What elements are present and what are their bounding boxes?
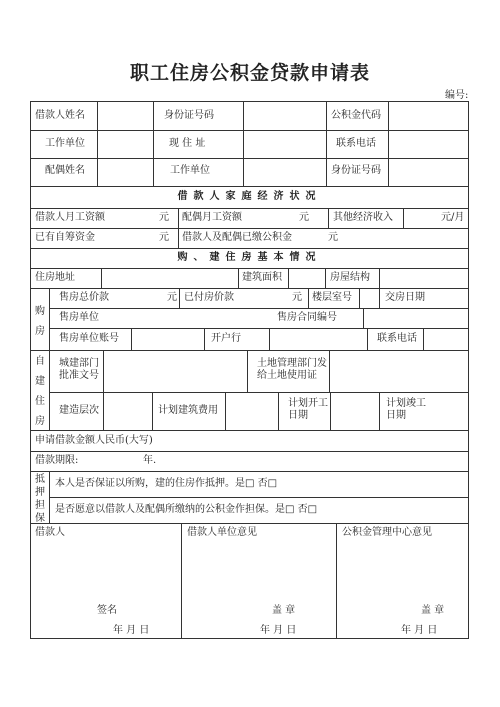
- label-spouse-wage: 配偶月工资额: [182, 212, 242, 223]
- col-divider: [225, 392, 226, 430]
- label-handover-date: 交房日期: [385, 292, 425, 303]
- label-paid-price: 已付房价款: [184, 292, 234, 303]
- unit-yuan: 元: [299, 212, 309, 223]
- unit-yuan: 元: [159, 212, 169, 223]
- col-divider: [288, 268, 289, 288]
- row-divider: [49, 392, 468, 393]
- row-divider: [31, 350, 468, 351]
- row-divider: [31, 228, 468, 229]
- col-divider: [243, 102, 244, 186]
- row-divider: [31, 248, 468, 249]
- label-spouse-work-unit: 工作单位: [170, 165, 210, 176]
- label-signature: 签名: [97, 605, 117, 616]
- unit-yuan: 元: [292, 292, 302, 303]
- col-divider: [181, 523, 182, 639]
- label-purchase-side: 购房: [35, 306, 45, 337]
- label-self-build-side: 自建住房: [35, 356, 45, 427]
- label-other-income: 其他经济收入: [333, 212, 393, 223]
- label-id-number: 身份证号码: [164, 110, 214, 121]
- col-divider: [379, 392, 380, 430]
- col-divider: [336, 523, 337, 639]
- label-house-address: 住房地址: [35, 272, 75, 283]
- label-borrower-name: 借款人姓名: [35, 110, 85, 121]
- col-divider: [204, 328, 205, 350]
- row-divider: [31, 523, 468, 524]
- col-divider: [403, 208, 404, 228]
- label-monthly-wage: 借款人月工资额: [35, 212, 105, 223]
- label-work-unit: 工作单位: [45, 138, 85, 149]
- col-divider: [388, 102, 389, 186]
- label-date: 年 月 日: [260, 625, 297, 636]
- label-own-funds: 已有自筹资金: [35, 232, 95, 243]
- label-planned-start: 计划开工日期: [288, 398, 328, 421]
- col-divider: [325, 268, 326, 288]
- label-seller-unit: 售房单位: [59, 312, 99, 323]
- label-build-floors: 建造层次: [59, 405, 99, 416]
- unit-yuan: 元: [328, 232, 338, 243]
- unit-yuan: 元: [159, 232, 169, 243]
- label-bank: 开户行: [211, 333, 241, 344]
- col-divider: [247, 350, 248, 392]
- section-housing-info: 购、建住房基本情况: [177, 252, 322, 263]
- col-divider: [153, 102, 154, 186]
- row-divider: [49, 308, 468, 309]
- col-divider: [179, 288, 180, 308]
- label-loan-amount: 申请借款金额人民币(大写): [35, 435, 153, 446]
- col-divider: [152, 392, 153, 430]
- col-divider: [269, 328, 270, 350]
- col-divider: [278, 392, 279, 430]
- mortgage-question-2: 是否愿意以借款人及配偶所缴纳的公积金作担保。是□ 否□: [55, 504, 318, 515]
- col-divider: [178, 208, 179, 248]
- label-seller-phone: 联系电话: [377, 333, 417, 344]
- label-seal: 盖 章: [421, 605, 445, 616]
- row-divider: [31, 288, 468, 289]
- unit-yuan: 元: [167, 292, 177, 303]
- label-date: 年 月 日: [113, 625, 150, 636]
- row-divider: [31, 430, 468, 431]
- side-col-divider: [49, 471, 50, 523]
- label-borrower: 借款人: [35, 527, 65, 538]
- section-family-economy: 借款人家庭经济状况: [177, 191, 322, 202]
- label-spouse-name: 配偶姓名: [45, 165, 85, 176]
- label-building-area: 建筑面积: [242, 272, 282, 283]
- form-table: [30, 101, 469, 639]
- col-divider: [103, 350, 104, 430]
- label-spouse-id: 身份证号码: [331, 165, 381, 176]
- label-seal: 盖 章: [272, 605, 296, 616]
- row-divider: [31, 268, 468, 269]
- mortgage-question-1: 本人是否保证以所购，建的住房作抵押。是□ 否□: [55, 478, 278, 489]
- col-divider: [238, 268, 239, 288]
- label-borrower-unit-opinion: 借款人单位意见: [187, 527, 257, 538]
- col-divider: [308, 288, 309, 308]
- col-divider: [379, 268, 380, 288]
- col-divider: [101, 268, 102, 288]
- label-fund-code: 公积金代码: [331, 110, 381, 121]
- label-date: 年 月 日: [401, 625, 438, 636]
- col-divider: [359, 288, 360, 308]
- col-divider: [326, 102, 327, 186]
- col-divider: [423, 328, 424, 350]
- row-divider: [31, 186, 468, 187]
- document-title: 职工住房公积金贷款申请表: [129, 62, 370, 84]
- col-divider: [131, 328, 132, 350]
- serial-number-label: 编号:: [445, 90, 469, 101]
- col-divider: [367, 328, 368, 350]
- label-mortgage-side: 抵押担保: [35, 474, 45, 524]
- label-floor-room: 楼层室号: [312, 292, 352, 303]
- col-divider: [330, 392, 331, 430]
- unit-year: 年.: [143, 455, 157, 466]
- col-divider: [329, 350, 330, 392]
- col-divider: [379, 288, 380, 308]
- label-planned-cost: 计划建筑费用: [158, 405, 218, 416]
- label-seller-account: 售房单位账号: [59, 333, 119, 344]
- label-phone: 联系电话: [336, 138, 376, 149]
- unit-yuan-per-month: 元/月: [441, 212, 465, 223]
- row-divider: [49, 328, 468, 329]
- label-planned-end: 计划竣工日期: [386, 398, 426, 421]
- label-sales-contract-no: 售房合同编号: [277, 312, 337, 323]
- label-loan-term: 借款期限:: [35, 455, 79, 466]
- label-land-certificate: 土地管理部门发给土地使用证: [257, 358, 327, 381]
- col-divider: [363, 308, 364, 328]
- col-divider: [97, 102, 98, 186]
- row-divider: [31, 451, 468, 452]
- label-house-structure: 房屋结构: [330, 272, 370, 283]
- row-divider: [31, 471, 468, 472]
- label-approval-number: 城建部门批准文号: [59, 358, 99, 381]
- label-fund-center-opinion: 公积金管理中心意见: [342, 527, 432, 538]
- label-current-address: 现 住 址: [169, 138, 206, 149]
- label-total-price: 售房总价款: [59, 292, 109, 303]
- side-col-divider: [49, 288, 50, 430]
- row-divider: [49, 497, 468, 498]
- label-paid-fund: 借款人及配偶已缴公积金: [182, 232, 292, 243]
- col-divider: [328, 208, 329, 228]
